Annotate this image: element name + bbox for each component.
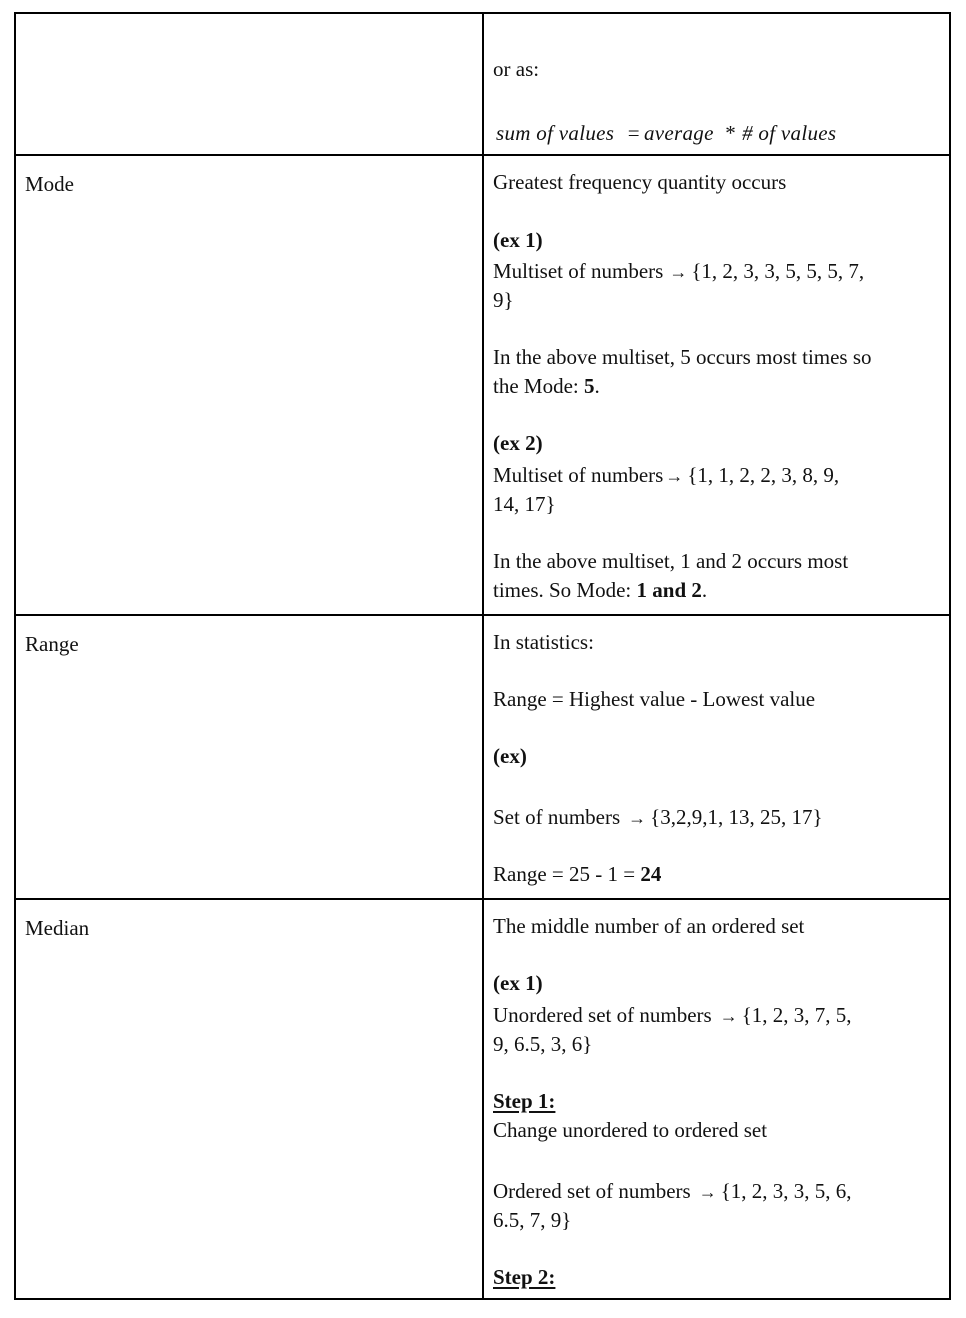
median-unordered-prefix: Unordered set of numbers bbox=[493, 1003, 712, 1027]
mode-ex1-label: (ex 1) bbox=[493, 228, 543, 252]
term-cell-empty bbox=[16, 14, 484, 154]
mode-ex1-set-values: {1, 2, 3, 3, 5, 5, 5, 7, bbox=[691, 259, 865, 283]
average-formula bbox=[496, 119, 836, 148]
formula-rhs: # of values bbox=[742, 121, 837, 145]
definitions-table bbox=[14, 12, 951, 1300]
mode-ex2-answer: 1 and 2 bbox=[636, 578, 702, 602]
term-cell bbox=[16, 616, 484, 898]
median-ordered-prefix: Ordered set of numbers bbox=[493, 1179, 691, 1203]
range-calc-prefix: Range = 25 - 1 = bbox=[493, 862, 641, 886]
arrow-icon: → bbox=[665, 466, 684, 486]
description-cell bbox=[484, 14, 949, 154]
term-median: Median bbox=[25, 916, 90, 940]
median-ordered-line2: 6.5, 7, 9} bbox=[493, 1208, 572, 1232]
mode-ex2-note-prefix: times. So Mode: bbox=[493, 578, 637, 602]
formula-equals: = bbox=[627, 121, 640, 145]
arrow-icon: → bbox=[669, 262, 688, 282]
median-unordered-line2: 9, 6.5, 3, 6} bbox=[493, 1032, 593, 1056]
term-cell bbox=[16, 156, 484, 614]
median-step1-text: Change unordered to ordered set bbox=[493, 1118, 768, 1142]
range-ex-label: (ex) bbox=[493, 744, 527, 768]
mode-ex1-set-line2: 9} bbox=[493, 288, 514, 312]
range-intro: In statistics: bbox=[493, 630, 594, 654]
range-set-line bbox=[493, 803, 823, 833]
median-ex1-label: (ex 1) bbox=[493, 971, 543, 995]
median-step1-label: Step 1: bbox=[493, 1089, 556, 1113]
arrow-icon: → bbox=[698, 1182, 717, 1202]
arrow-icon: → bbox=[628, 808, 647, 828]
description-cell bbox=[484, 616, 949, 898]
mode-ex1-set-line1 bbox=[493, 257, 864, 287]
range-answer: 24 bbox=[640, 862, 662, 886]
mode-ex1-set-prefix: Multiset of numbers bbox=[493, 259, 664, 283]
mode-ex2-note-suffix: . bbox=[701, 578, 708, 602]
formula-multiply: * bbox=[725, 121, 737, 145]
mode-ex2-note-line1: In the above multiset, 1 and 2 occurs most bbox=[493, 549, 849, 573]
arrow-icon: → bbox=[719, 1006, 738, 1026]
table-row-median bbox=[16, 900, 949, 1300]
table-row-average-continued bbox=[16, 14, 949, 156]
term-mode: Mode bbox=[25, 172, 74, 196]
mode-ex2-set-line1 bbox=[493, 461, 839, 491]
mode-definition: Greatest frequency quantity occurs bbox=[493, 170, 787, 194]
formula-lhs: sum of values bbox=[496, 121, 615, 145]
mode-ex2-set-prefix: Multiset of numbers bbox=[493, 463, 664, 487]
table-row-range bbox=[16, 616, 949, 900]
mode-ex2-note-line2 bbox=[493, 576, 707, 605]
description-cell bbox=[484, 156, 949, 614]
median-unordered-values: {1, 2, 3, 7, 5, bbox=[741, 1003, 852, 1027]
term-cell bbox=[16, 900, 484, 1300]
formula-average: average bbox=[643, 121, 714, 145]
range-calc-line bbox=[493, 860, 661, 889]
table-row-mode bbox=[16, 156, 949, 616]
range-set-prefix: Set of numbers bbox=[493, 805, 621, 829]
mode-ex2-set-line2: 14, 17} bbox=[493, 492, 556, 516]
mode-ex2-label: (ex 2) bbox=[493, 431, 543, 455]
or-as-text: or as: bbox=[493, 57, 540, 81]
mode-ex1-note-suffix: . bbox=[594, 374, 600, 398]
description-cell bbox=[484, 900, 949, 1300]
mode-ex1-note-prefix: the Mode: bbox=[493, 374, 584, 398]
median-definition: The middle number of an ordered set bbox=[493, 914, 805, 938]
mode-ex1-note-line2 bbox=[493, 372, 600, 401]
mode-ex2-set-values: {1, 1, 2, 2, 3, 8, 9, bbox=[687, 463, 840, 487]
range-set-values: {3,2,9,1, 13, 25, 17} bbox=[650, 805, 823, 829]
mode-ex1-note-line1: In the above multiset, 5 occurs most times so bbox=[493, 345, 872, 369]
median-step2-label: Step 2: bbox=[493, 1265, 556, 1289]
mode-ex1-answer: 5 bbox=[583, 374, 595, 398]
term-range: Range bbox=[25, 632, 79, 656]
median-ordered-line1 bbox=[493, 1177, 852, 1207]
median-unordered-line1 bbox=[493, 1001, 852, 1031]
median-ordered-values: {1, 2, 3, 3, 5, 6, bbox=[720, 1179, 852, 1203]
range-formula: Range = Highest value - Lowest value bbox=[493, 687, 816, 711]
